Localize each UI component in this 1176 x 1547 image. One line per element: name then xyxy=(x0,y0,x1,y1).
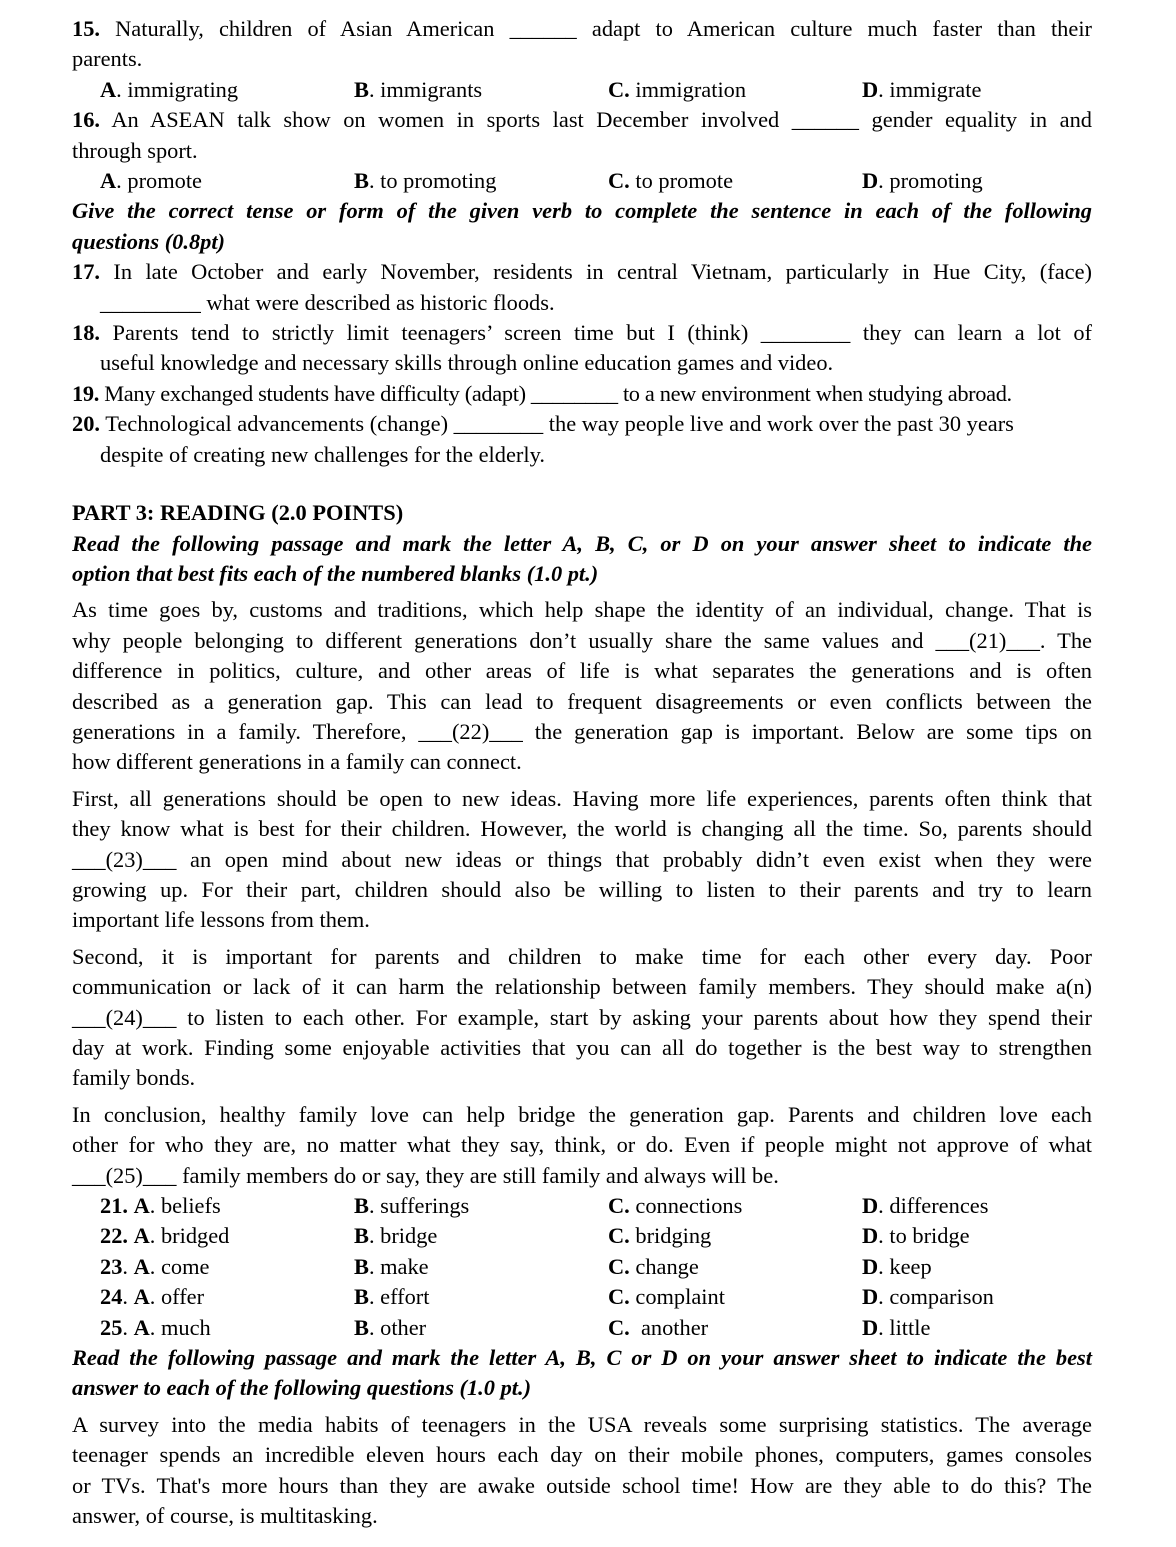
mc-questions xyxy=(72,1191,1092,1343)
option-c[interactable]: C. bridging xyxy=(608,1223,712,1249)
option-c[interactable]: C. connections xyxy=(608,1193,743,1219)
option-b[interactable]: B. effort xyxy=(354,1284,430,1310)
option-c[interactable]: C. immigration xyxy=(608,76,747,102)
question-number: 17. xyxy=(72,259,100,285)
question-number: 18. xyxy=(72,320,100,346)
mc-row-23 xyxy=(100,1252,1092,1282)
reading-instruction-2: Read the following passage and mark the letter A, B, C or D on your answer sheet to indicate the best answer to each of the following questions (1.0 pt.) xyxy=(72,1345,1092,1401)
option-a[interactable]: 22. A. bridged xyxy=(100,1223,230,1249)
question-18 xyxy=(72,318,1092,379)
passage-paragraph-4: In conclusion, healthy family love can help bridge the generation gap. Parents and children love each other for who they are, no matter what they say, think, or do. Even if people might not approve of what ___(25)___ family members do or say, they are still family and always will be. xyxy=(72,1101,1092,1188)
option-d[interactable]: D. promoting xyxy=(862,168,983,194)
part-heading: PART 3: READING (2.0 POINTS) xyxy=(72,500,404,526)
option-a[interactable]: 21. A. beliefs xyxy=(100,1193,221,1219)
option-b[interactable]: B. make xyxy=(354,1253,429,1279)
option-d[interactable]: D. immigrate xyxy=(862,76,982,102)
option-b[interactable]: B. to promoting xyxy=(354,168,497,194)
option-c[interactable]: C. another xyxy=(608,1314,709,1340)
option-c[interactable]: C. complaint xyxy=(608,1284,725,1310)
question-20 xyxy=(72,409,1092,470)
question-16 xyxy=(72,105,1092,196)
question-text: An ASEAN talk show on women in sports last December involved ______ gender equality in and xyxy=(111,107,1092,133)
option-d[interactable]: D. differences xyxy=(862,1193,989,1219)
question-text-cont: despite of creating new challenges for the elderly. xyxy=(100,441,545,467)
section-instruction: Give the correct tense or form of the given verb to complete the sentence in each of the following questions (0.8pt) xyxy=(72,198,1092,254)
mc-row-24 xyxy=(100,1282,1092,1312)
question-15 xyxy=(72,14,1092,105)
question-text: In late October and early November, residents in central Vietnam, particularly in Hue City, (face) xyxy=(113,259,1092,285)
option-b[interactable]: B. immigrants xyxy=(354,76,483,102)
passage-paragraph-1: As time goes by, customs and traditions, which help shape the identity of an individual, change. That is why people belonging to different generations don’t usually share the same values and ___(21)___. The difference in politics, culture, and other areas of life is what separates the generations and is often described as a generation gap. This can lead to frequent disagreements or even conflicts between the generations in a family. Therefore, ___(22)___ the generation gap is important. Below are some tips on how different generations in a family can connect. xyxy=(72,597,1092,775)
mc-row-21 xyxy=(100,1191,1092,1221)
question-number: 20. xyxy=(72,411,100,437)
question-number: 19. xyxy=(72,380,99,406)
option-a[interactable]: A. promote xyxy=(100,168,202,194)
question-text: Technological advancements (change) ________ the way people live and work over the past 30 years xyxy=(105,411,1014,437)
option-d[interactable]: D. keep xyxy=(862,1253,932,1279)
option-a[interactable]: 24. A. offer xyxy=(100,1284,205,1310)
question-17 xyxy=(72,257,1092,318)
option-b[interactable]: B. other xyxy=(354,1314,427,1340)
reading-instruction-1: Read the following passage and mark the letter A, B, C, or D on your answer sheet to indicate the option that best fits each of the numbered blanks (1.0 pt.) xyxy=(72,530,1092,586)
option-b[interactable]: B. sufferings xyxy=(354,1193,470,1219)
question-text-cont: useful knowledge and necessary skills through online education games and video. xyxy=(100,350,834,376)
question-text-cont: parents. xyxy=(72,46,143,72)
option-d[interactable]: D. to bridge xyxy=(862,1223,970,1249)
question-number: 16. xyxy=(72,107,100,133)
options-row xyxy=(100,166,1092,196)
mc-row-25 xyxy=(100,1313,1092,1343)
option-c[interactable]: C. change xyxy=(608,1253,699,1279)
question-text: Many exchanged students have difficulty (adapt) ________ to a new environment when studying abroad. xyxy=(104,380,1012,406)
option-c[interactable]: C. to promote xyxy=(608,168,734,194)
question-text: Parents tend to strictly limit teenagers’ screen time but I (think) ________ they can learn a lot of xyxy=(112,320,1092,346)
option-d[interactable]: D. little xyxy=(862,1314,931,1340)
passage-2-paragraph: A survey into the media habits of teenagers in the USA reveals some surprising statistics. The average teenager spends an incredible eleven hours each day on their mobile phones, computers, games consoles or TVs. That's more hours than they are awake outside school time! How are they able to do this? The answer, of course, is multitasking. xyxy=(72,1411,1092,1529)
passage-paragraph-3: Second, it is important for parents and children to make time for each other every day. Poor communication or lack of it can harm the relationship between family members. They should make a(n) ___(24)___ to listen to each other. For example, start by asking your parents about how they spend their day at work. Finding some enjoyable activities that you can all do together is the best way to strengthen family bonds. xyxy=(72,943,1092,1091)
option-a[interactable]: 25. A. much xyxy=(100,1314,211,1340)
option-b[interactable]: B. bridge xyxy=(354,1223,438,1249)
question-number: 15. xyxy=(72,16,100,41)
option-a[interactable]: 23. A. come xyxy=(100,1253,210,1279)
question-text: Naturally, children of Asian American ______ adapt to American culture much faster than their xyxy=(115,16,1092,41)
option-d[interactable]: D. comparison xyxy=(862,1284,994,1310)
question-19 xyxy=(72,379,1092,409)
question-text-cont: _________ what were described as historic floods. xyxy=(100,289,555,315)
passage-paragraph-2: First, all generations should be open to new ideas. Having more life experiences, parents often think that they know what is best for their children. However, the world is changing all the time. So, parents should ___(23)___ an open mind about new ideas or things that probably didn’t even exist when they were growing up. For their part, children should also be willing to listen to their parents and try to learn important life lessons from them. xyxy=(72,785,1092,933)
question-text-cont: through sport. xyxy=(72,137,198,163)
mc-row-22 xyxy=(100,1221,1092,1251)
option-a[interactable]: A. immigrating xyxy=(100,76,239,102)
options-row xyxy=(100,75,1092,105)
